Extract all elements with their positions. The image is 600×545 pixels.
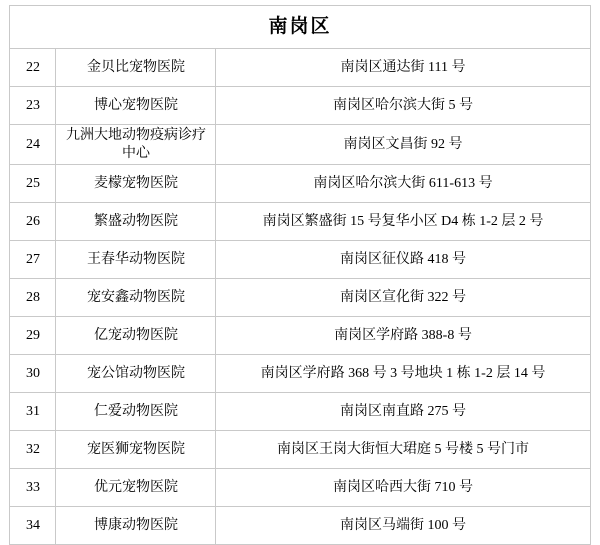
row-address: 南岗区哈尔滨大街 5 号 <box>216 87 590 125</box>
row-address: 南岗区征仪路 418 号 <box>216 241 590 279</box>
table-body <box>10 6 590 545</box>
row-address: 南岗区宣化街 322 号 <box>216 279 590 317</box>
table-row <box>10 203 590 241</box>
page-title: 南岗区 <box>10 6 590 49</box>
row-index: 27 <box>10 241 56 279</box>
row-address: 南岗区王岗大街恒大珺庭 5 号楼 5 号门市 <box>216 431 590 469</box>
row-index: 22 <box>10 49 56 87</box>
table-row <box>10 279 590 317</box>
row-address: 南岗区学府路 388-8 号 <box>216 317 590 355</box>
row-clinic-name: 王春华动物医院 <box>56 241 216 279</box>
row-clinic-name: 九洲大地动物疫病诊疗中心 <box>56 125 216 165</box>
row-clinic-name: 宠医狮宠物医院 <box>56 431 216 469</box>
row-address: 南岗区通达街 111 号 <box>216 49 590 87</box>
row-index: 32 <box>10 431 56 469</box>
row-address: 南岗区哈西大街 710 号 <box>216 469 590 507</box>
row-index: 23 <box>10 87 56 125</box>
row-clinic-name: 繁盛动物医院 <box>56 203 216 241</box>
table-row <box>10 49 590 87</box>
row-clinic-name: 宠公馆动物医院 <box>56 355 216 393</box>
row-index: 30 <box>10 355 56 393</box>
table-row <box>10 469 590 507</box>
table-row <box>10 125 590 165</box>
table-row <box>10 87 590 125</box>
row-index: 29 <box>10 317 56 355</box>
table-row <box>10 165 590 203</box>
row-clinic-name: 博心宠物医院 <box>56 87 216 125</box>
row-index: 31 <box>10 393 56 431</box>
row-index: 26 <box>10 203 56 241</box>
table-row <box>10 507 590 545</box>
row-address: 南岗区马端街 100 号 <box>216 507 590 545</box>
row-clinic-name: 亿宠动物医院 <box>56 317 216 355</box>
row-address: 南岗区学府路 368 号 3 号地块 1 栋 1-2 层 14 号 <box>216 355 590 393</box>
row-index: 24 <box>10 125 56 165</box>
row-clinic-name: 麦檬宠物医院 <box>56 165 216 203</box>
row-index: 28 <box>10 279 56 317</box>
row-clinic-name: 博康动物医院 <box>56 507 216 545</box>
row-address: 南岗区南直路 275 号 <box>216 393 590 431</box>
table-row <box>10 355 590 393</box>
table-row <box>10 393 590 431</box>
clinic-table <box>9 5 590 545</box>
row-clinic-name: 仁爱动物医院 <box>56 393 216 431</box>
table-row <box>10 241 590 279</box>
row-clinic-name: 金贝比宠物医院 <box>56 49 216 87</box>
row-index: 25 <box>10 165 56 203</box>
table-row <box>10 317 590 355</box>
document-sheet <box>0 5 600 533</box>
row-clinic-name: 优元宠物医院 <box>56 469 216 507</box>
row-address: 南岗区繁盛街 15 号复华小区 D4 栋 1-2 层 2 号 <box>216 203 590 241</box>
row-clinic-name: 宠安鑫动物医院 <box>56 279 216 317</box>
table-row <box>10 431 590 469</box>
row-address: 南岗区文昌街 92 号 <box>216 125 590 165</box>
row-index: 33 <box>10 469 56 507</box>
row-index: 34 <box>10 507 56 545</box>
table-title-row <box>10 6 590 49</box>
row-address: 南岗区哈尔滨大街 611-613 号 <box>216 165 590 203</box>
